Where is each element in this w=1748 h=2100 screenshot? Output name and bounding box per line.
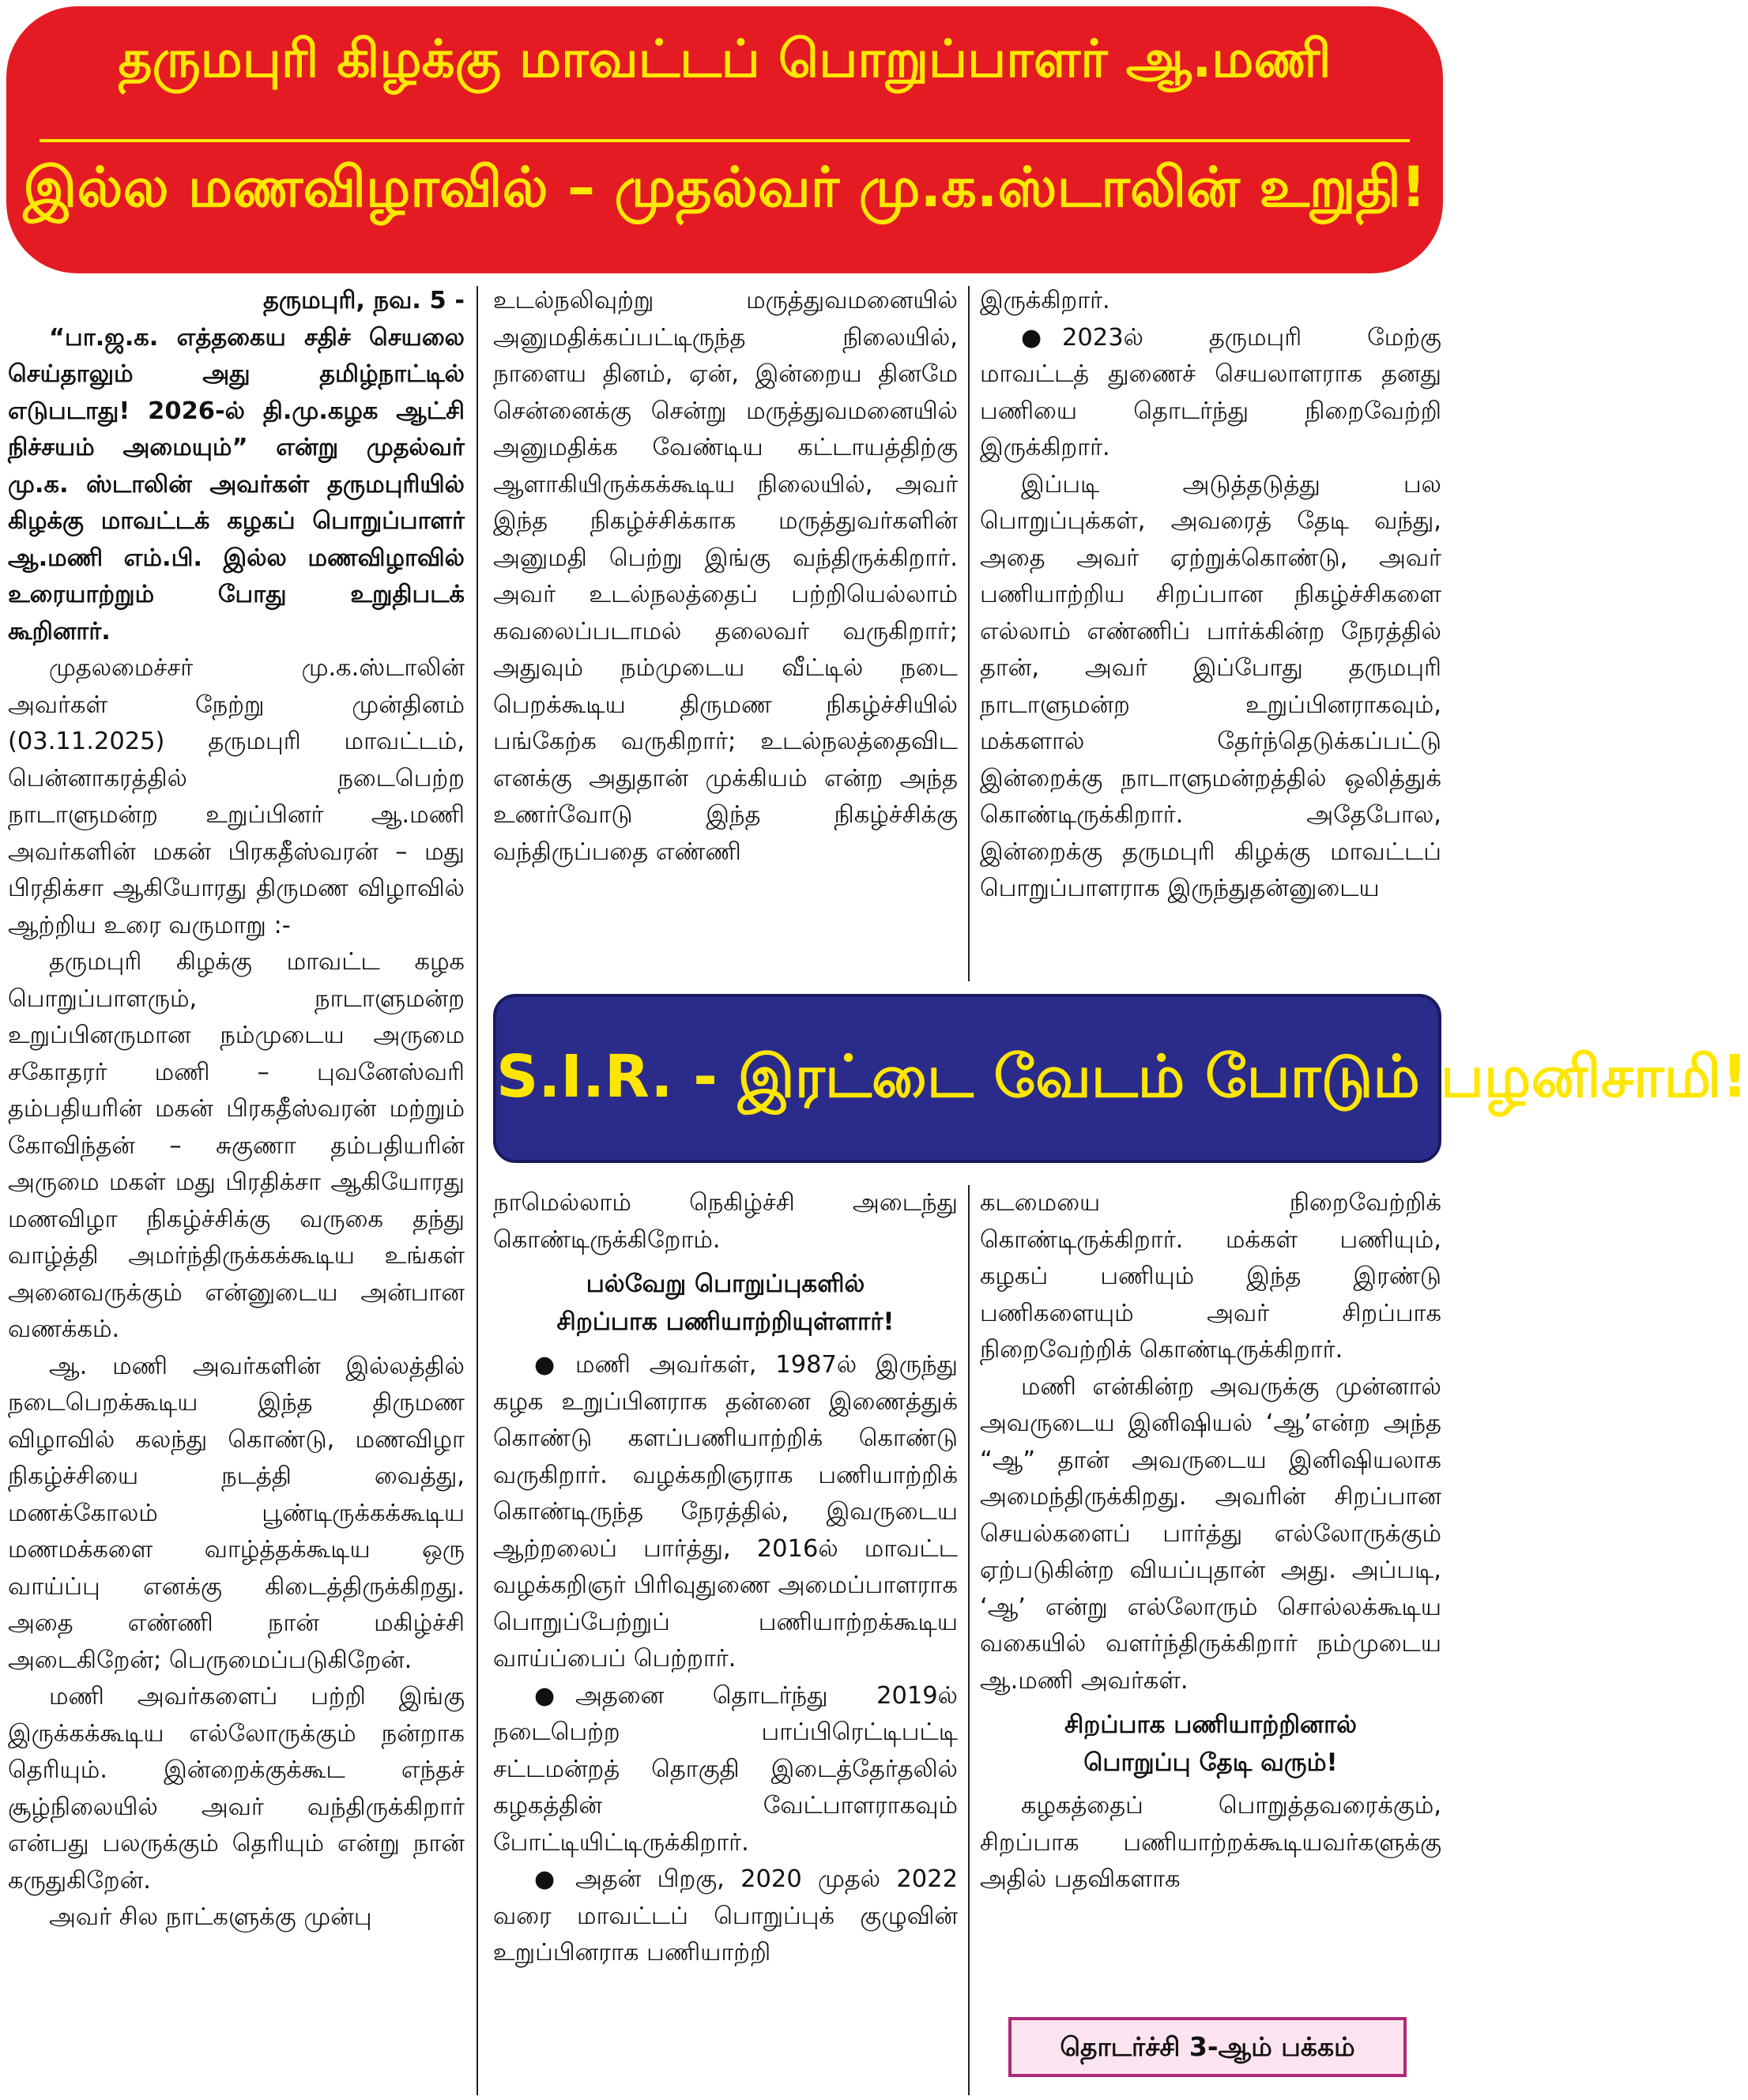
dateline: தருமபுரி, நவ. 5 -: [263, 287, 465, 314]
paragraph: கழகத்தைப் பொறுத்தவரைக்கும், சிறப்பாக பணியாற்றக்கூடியவர்களுக்கு அதில் பதவிகளாக: [980, 1792, 1441, 1893]
subheadline-text: S.I.R. - இரட்டை வேடம் போடும் பழனிசாமி!: [496, 1043, 1748, 1111]
paragraph: ஆ. மணி அவர்களின் இல்லத்தில் நடைபெறக்கூடிய இந்த திருமண விழாவில் கலந்து கொண்டு, மணவிழா நிகழ்ச்சியை நடத்தி வைத்து, மணக்கோலம் பூண்டிருக்கக்கூடிய மணமக்களை வாழ்த்தக்கூடிய ஒரு வாய்ப்பு எனக்கு கிடைத்திருக்கிறது. அதை எண்ணி நான் மகிழ்ச்சி அடைகிறேன்; பெருமைப்படுகிறேன்.: [8, 1352, 465, 1674]
subheading-line-2: சிறப்பாக பணியாற்றியுள்ளார்!: [556, 1308, 895, 1336]
paragraph: மணி அவர்களைப் பற்றி இங்கு இருக்கக்கூடிய எல்லோருக்கும் நன்றாக தெரியும். இன்றைக்குக்கூட எந்தச் சூழ்நிலையில் அவர் வந்திருக்கிறார் என்பது பலருக்கும் தெரியும் என்று நான் கருதுகிறேன்.: [8, 1683, 465, 1895]
paragraph: தருமபுரி கிழக்கு மாவட்ட கழக பொறுப்பாளரும், நாடாளுமன்ற உறுப்பினருமான நம்முடைய அருமை சகோதரர் மணி – புவனேஸ்வரி தம்பதியரின் மகன் பிரகதீஸ்வரன் மற்றும் கோவிந்தன் – சுகுணா தம்பதியரின் அருமை மகள் மது பிரதிக்சா ஆகியோரது மணவிழா நிகழ்ச்சிக்கு வருகை தந்து வாழ்த்தி அமர்ந்திருக்கக்கூடிய உங்கள் அனைவருக்கும் என்னுடைய அன்பான வணக்கம்.: [8, 948, 465, 1343]
headline-line-2: இல்ல மணவிழாவில் – முதல்வர் மு.க.ஸ்டாலின் உறுதி!: [23, 155, 1426, 220]
lead-paragraph: “பா.ஜ.க. எத்தகைய சதிச் செயலை செய்தாலும் அது தமிழ்நாட்டில் எடுபடாது! 2026-ல் தி.மு.கழக ஆட்சி நிச்சயம் அமையும்” என்று முதல்வர் மு.க. ஸ்டாலின் அவர்கள் தருமபுரியில் கிழக்கு மாவட்டக் கழகப் பொறுப்பாளர் ஆ.மணி எம்.பி. இல்ல மணவிழாவில் உரையாற்றும் போது உறுதிபடக் கூறினார்.: [8, 323, 465, 645]
paragraph: அவர் சில நாட்களுக்கு முன்பு: [49, 1903, 372, 1931]
bullet-paragraph: ● மணி அவர்கள், 1987ல் இருந்து கழக உறுப்பினராக தன்னை இணைத்துக் கொண்டு களப்பணியாற்றிக் கொண்டு வருகிறார். வழக்கறிஞராக பணியாற்றிக் கொண்டிருந்த நேரத்தில், இவருடைய ஆற்றலைப் பார்த்து, 2016ல் மாவட்ட வழக்கறிஞர் பிரிவுதுணை அமைப்பாளராக பொறுப்பேற்றுப் பணியாற்றக்கூடிய வாய்ப்பைப் பெற்றார்.: [493, 1347, 958, 1678]
article-column-3-top: [980, 283, 1441, 908]
section-subheading: [493, 1265, 958, 1341]
column-divider: [968, 286, 970, 981]
bullet-paragraph: ● 2023ல் தருமபுரி மேற்கு மாவட்டத் துணைச் செயலாளராக தனது பணியை தொடர்ந்து நிறைவேற்றி இருக்கிறார்.: [980, 320, 1441, 467]
paragraph: கடமையை நிறைவேற்றிக் கொண்டிருக்கிறார். மக்கள் பணியும், கழகப் பணியும் இந்த இரண்டு பணிகளையும் அவர் சிறப்பாக நிறைவேற்றிக் கொண்டிருக்கிறார்.: [980, 1189, 1441, 1364]
article-column-2-top: [493, 283, 958, 871]
paragraph: முதலமைச்சர் மு.க.ஸ்டாலின் அவர்கள் நேற்று முன்தினம் (03.11.2025) தருமபுரி மாவட்டம், பென்னாகரத்தில் நடைபெற்ற நாடாளுமன்ற உறுப்பினர் ஆ.மணி அவர்களின் மகன் பிரகதீஸ்வரன் – மது பிரதிக்சா ஆகியோரது திருமண விழாவில் ஆற்றிய உரை வருமாறு :-: [8, 654, 465, 939]
article-column-2-bottom: [493, 1185, 958, 1972]
bullet-paragraph: ● அதனை தொடர்ந்து 2019ல் நடைபெற்ற பாப்பிரெட்டிபட்டி சட்டமன்றத் தொகுதி இடைத்தேர்தலில் கழகத்தின் வேட்பாளராகவும் போட்டியிட்டிருக்கிறார்.: [493, 1678, 958, 1862]
headline-banner: [6, 6, 1443, 273]
paragraph: நாமெல்லாம் நெகிழ்ச்சி அடைந்து கொண்டிருக்கிறோம்.: [493, 1189, 958, 1254]
paragraph: இப்படி அடுத்தடுத்து பல பொறுப்புக்கள், அவரைத் தேடி வந்து, அதை அவர் ஏற்றுக்கொண்டு, அவர் பணியாற்றிய சிறப்பான நிகழ்ச்சிகளை எல்லாம் எண்ணிப் பார்க்கின்ற நேரத்தில் தான், அவர் இப்போது தருமபுரி நாடாளுமன்ற உறுப்பினராகவும், மக்களால் தேர்ந்தெடுக்கப்பட்டு இன்றைக்கு நாடாளுமன்றத்தில் ஒலித்துக் கொண்டிருக்கிறார். அதேபோல, இன்றைக்கு தருமபுரி கிழக்கு மாவட்டப் பொறுப்பாளராக இருந்துதன்னுடைய: [980, 470, 1441, 902]
column-divider: [968, 1185, 970, 2095]
column-divider: [477, 286, 478, 2095]
paragraph: உடல்நலிவுற்று மருத்துவமனையில் அனுமதிக்கப்பட்டிருந்த நிலையில், நாளைய தினம், ஏன், இன்றைய தினமே சென்னைக்கு சென்று மருத்துவமனையில் அனுமதிக்க வேண்டிய கட்டாயத்திற்கு ஆளாகியிருக்கக்கூடிய நிலையில், அவர் இந்த நிகழ்ச்சிக்காக மருத்துவர்களின் அனுமதி பெற்று இங்கு வந்திருக்கிறார். அவர் உடல்நலத்தைப் பற்றியெல்லாம் கவலைப்படாமல் தலைவர் வருகிறார்; அதுவும் நம்முடைய வீட்டில் நடை பெறக்கூடிய திருமண நிகழ்ச்சியில் பங்கேற்க வருகிறார்; உடல்நலத்தைவிட எனக்கு அதுதான் முக்கியம் என்ற அந்த உணர்வோடு இந்த நிகழ்ச்சிக்கு வந்திருப்பதை எண்ணி: [493, 287, 958, 866]
subheading-line-2: பொறுப்பு தேடி வரும்!: [1083, 1748, 1338, 1777]
headline-line-1: தருமபுரி கிழக்கு மாவட்டப் பொறுப்பாளர் ஆ.மணி: [118, 28, 1332, 89]
subheading-line-1: சிறப்பாக பணியாற்றினால்: [1064, 1710, 1358, 1739]
paragraph: மணி என்கின்ற அவருக்கு முன்னால் அவருடைய இனிஷியல் ‘ஆ’என்ற அந்த “ஆ” தான் அவருடைய இனிஷியலாக அமைந்திருக்கிறது. அவரின் சிறப்பான செயல்களைப் பார்த்து எல்லோருக்கும் ஏற்படுகின்ற வியப்புதான் அது. அப்படி, ‘ஆ’ என்று எல்லோரும் சொல்லக்கூடிய வகையில் வளர்ந்திருக்கிறார் நம்முடைய ஆ.மணி அவர்கள்.: [980, 1372, 1441, 1695]
headline-divider: [40, 139, 1410, 142]
subheadline-box: [493, 994, 1748, 1163]
paragraph: இருக்கிறார்.: [980, 287, 1110, 314]
bullet-paragraph: ● அதன் பிறகு, 2020 முதல் 2022 வரை மாவட்டப் பொறுப்புக் குழுவின் உறுப்பினராக பணியாற்றி: [493, 1861, 958, 1972]
section-subheading: [980, 1706, 1441, 1782]
article-column-3-bottom: [980, 1185, 1441, 1899]
article-column-1: [8, 283, 465, 1936]
continued-page-label[interactable]: தொடர்ச்சி 3-ஆம் பக்கம்: [1008, 2017, 1407, 2077]
subheading-line-1: பல்வேறு பொறுப்புகளில்: [586, 1270, 865, 1298]
